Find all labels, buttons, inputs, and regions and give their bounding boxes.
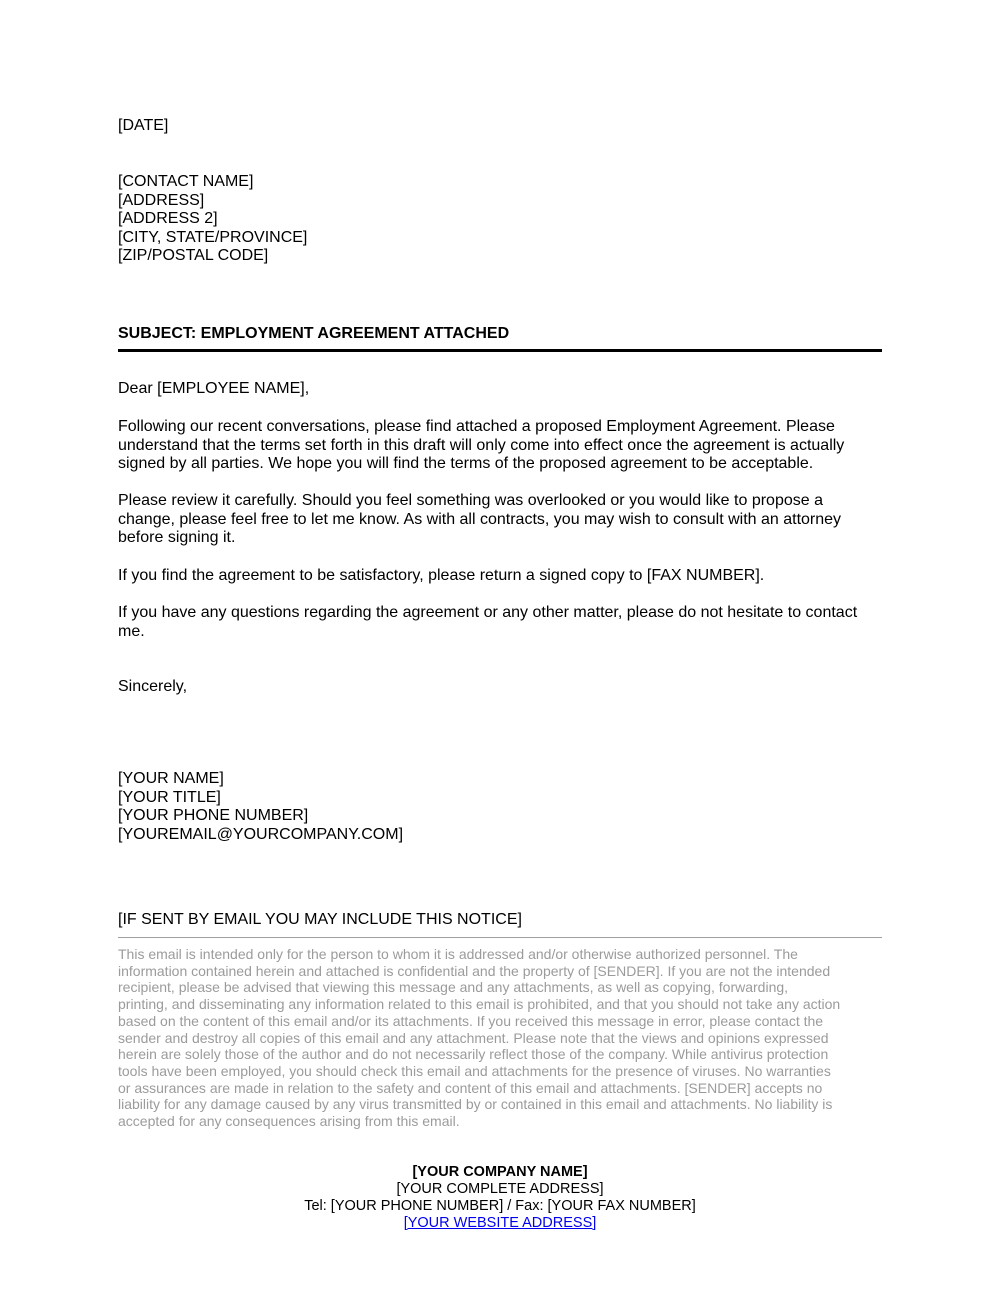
disclaimer-line: liability for any damage caused by any virus transmitted by or contained in this email and attachments. No liability is <box>118 1096 833 1113</box>
notice-heading-text: [IF SENT BY EMAIL YOU MAY INCLUDE THIS NOTICE] <box>118 911 522 928</box>
notice-divider <box>118 937 882 938</box>
footer-contact: Tel: [YOUR PHONE NUMBER] / Fax: [YOUR FAX NUMBER] <box>304 1198 696 1214</box>
disclaimer-line: based on the content of this email and/or its attachments. If you received this message in error, please contact the <box>118 1012 824 1029</box>
recipient-zip: [ZIP/POSTAL CODE] <box>118 247 269 265</box>
signature-name: [YOUR NAME] <box>118 770 224 787</box>
letter-page <box>118 0 882 1290</box>
signature-title: [YOUR TITLE] <box>118 788 221 806</box>
disclaimer-line: information contained herein and attached is confidential and the property of [SENDER]. If you are not the intended <box>118 962 831 979</box>
letter-date <box>118 117 882 136</box>
recipient-city-state: [CITY, STATE/PROVINCE] <box>118 228 308 246</box>
email-notice-heading <box>118 911 882 930</box>
closing <box>118 678 882 697</box>
footer-address: [YOUR COMPLETE ADDRESS] <box>396 1181 604 1197</box>
body-paragraph <box>118 418 882 474</box>
signature-email: [YOUREMAIL@YOURCOMPANY.COM] <box>118 825 404 843</box>
recipient-address: [ADDRESS] <box>118 191 205 209</box>
disclaimer-line: sender and destroy all copies of this email and any attachment. Please note that the views and opinions expressed <box>118 1029 829 1046</box>
subject-line <box>118 325 882 344</box>
disclaimer-line: herein are solely those of the author and do not necessarily reflect those of the company. While antivirus protection <box>118 1046 829 1063</box>
paragraph-line: before signing it. <box>118 529 236 547</box>
body-paragraph <box>118 604 882 641</box>
signature-phone: [YOUR PHONE NUMBER] <box>118 807 309 825</box>
salutation <box>118 380 882 399</box>
paragraph-line: understand that the terms set forth in this draft will only come into effect once the agreement is actually <box>118 436 845 454</box>
paragraph-line: Please review it carefully. Should you feel something was overlooked or you would like to propose a <box>118 492 823 509</box>
company-footer <box>118 1164 882 1232</box>
recipient-address-2: [ADDRESS 2] <box>118 210 218 228</box>
footer-website-link[interactable]: [YOUR WEBSITE ADDRESS] <box>403 1215 597 1231</box>
body-paragraph <box>118 492 882 548</box>
disclaimer-line: recipient, please be advised that viewing this message and any attachments, as well as copying, forwarding, <box>118 979 789 996</box>
paragraph-line: signed by all parties. We hope you will find the terms of the proposed agreement to be acceptable. <box>118 455 814 473</box>
salutation-text: Dear [EMPLOYEE NAME], <box>118 380 310 397</box>
email-disclaimer <box>118 946 882 1130</box>
paragraph-line: change, please feel free to let me know. As with all contracts, you may wish to consult with an attorney <box>118 510 842 528</box>
signature-block <box>118 770 882 844</box>
disclaimer-line: tools have been employed, you should check this email and attachments for the presence of viruses. No warranties <box>118 1062 831 1079</box>
disclaimer-line: This email is intended only for the person to whom it is addressed and/or otherwise authorized personnel. The <box>118 946 798 962</box>
paragraph-line: If you have any questions regarding the agreement or any other matter, please do not hesitate to contact <box>118 604 858 621</box>
subject-text: SUBJECT: EMPLOYMENT AGREEMENT ATTACHED <box>118 325 510 342</box>
date-text: [DATE] <box>118 117 169 134</box>
disclaimer-line: or assurances are made in relation to the safety and content of this email and attachments. [SENDER] accepts no <box>118 1079 823 1096</box>
recipient-address-block <box>118 173 882 266</box>
paragraph-line: If you find the agreement to be satisfactory, please return a signed copy to [FAX NUMBER]. <box>118 567 765 584</box>
subject-divider <box>118 349 882 352</box>
paragraph-line: me. <box>118 622 145 640</box>
disclaimer-line: printing, and disseminating any information related to this email is prohibited, and that you should not take any action <box>118 996 841 1013</box>
disclaimer-line: accepted for any consequences arising from this email. <box>118 1113 460 1130</box>
closing-text: Sincerely, <box>118 678 188 695</box>
recipient-contact-name: [CONTACT NAME] <box>118 173 254 190</box>
body-paragraph <box>118 567 882 586</box>
paragraph-line: Following our recent conversations, please find attached a proposed Employment Agreement. Please <box>118 418 835 435</box>
footer-company-name: [YOUR COMPANY NAME] <box>412 1164 588 1180</box>
